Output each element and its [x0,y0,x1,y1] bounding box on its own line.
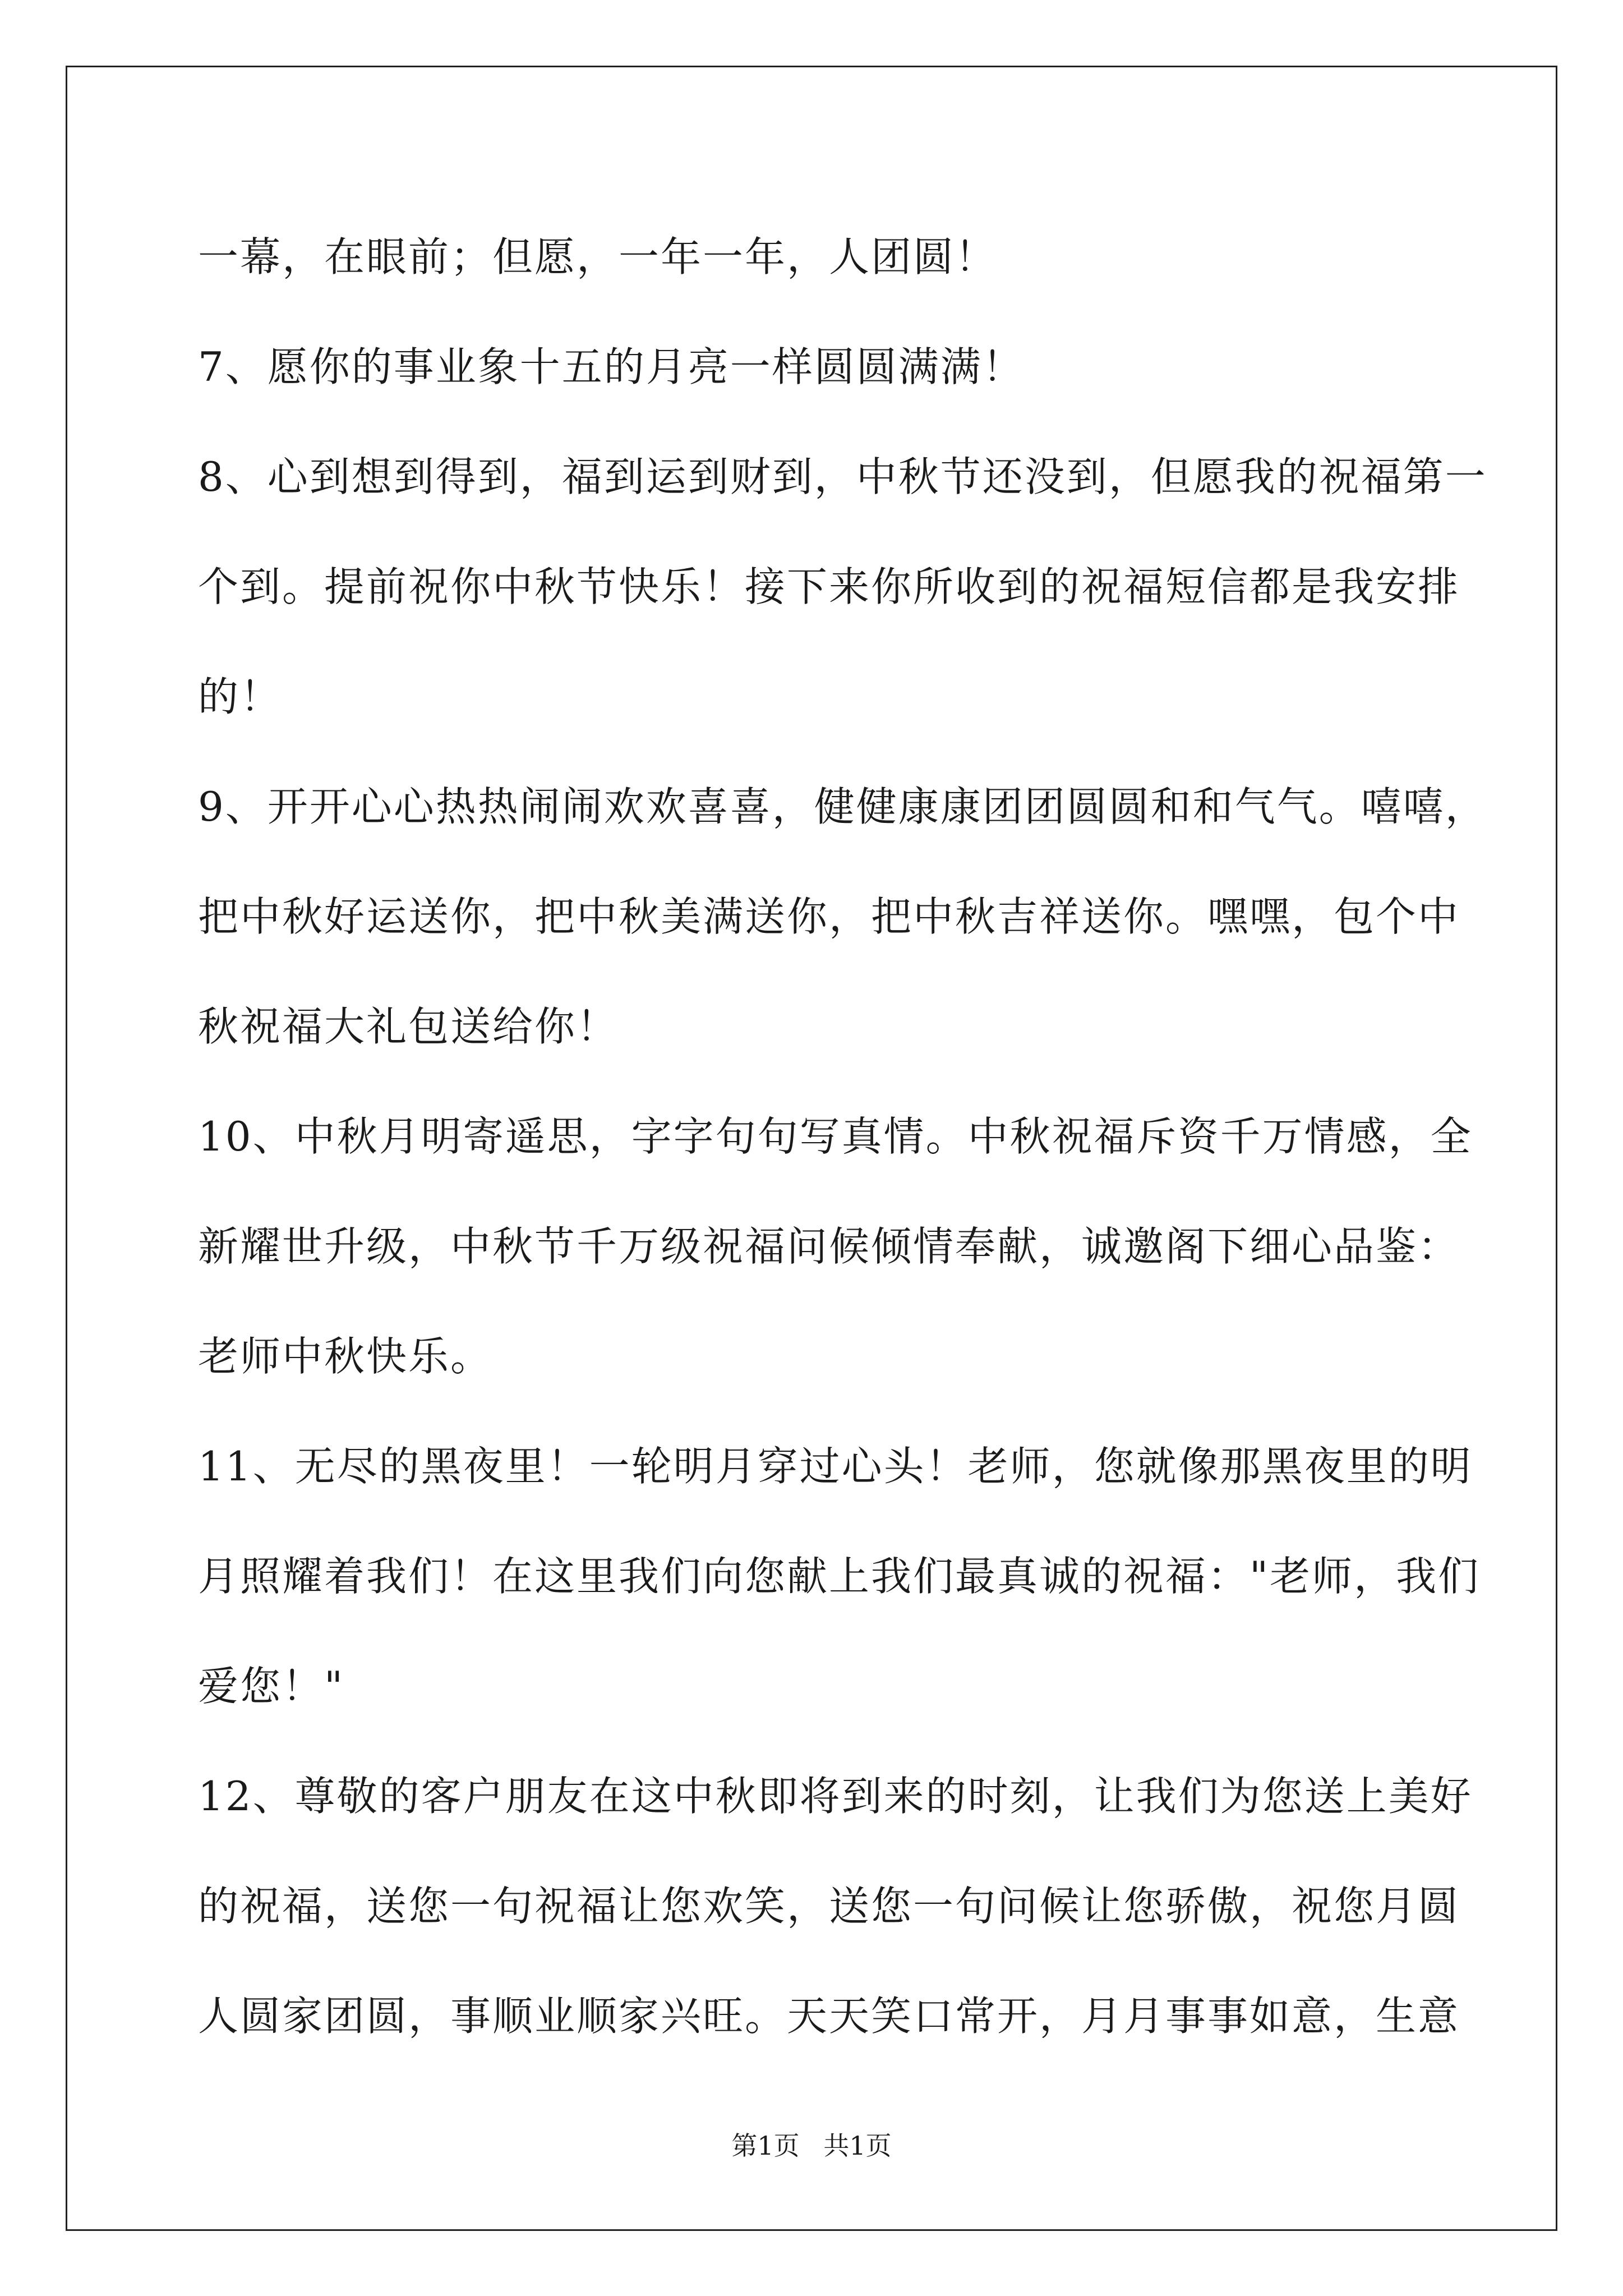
page-number-total: 共1页 [823,2131,892,2161]
text-line: 爱您！" [198,1663,345,1710]
text-line: 把中秋好运送你，把中秋美满送你，把中秋吉祥送你。嘿嘿，包个中 [198,893,1460,940]
page-number-current: 第1页 [731,2131,800,2161]
page-footer [0,2129,1623,2162]
document-body [198,202,1487,2071]
text-line: 的！ [198,673,283,720]
text-line: 新耀世升级，中秋节千万级祝福问候倾情奉献，诚邀阁下细心品鉴： [198,1223,1460,1270]
text-line: 12、尊敬的客户朋友在这中秋即将到来的时刻，让我们为您送上美好 [198,1773,1473,1820]
text-line: 个到。提前祝你中秋节快乐！接下来你所收到的祝福短信都是我安排 [198,563,1460,610]
text-line: 的祝福，送您一句祝福让您欢笑，送您一句问候让您骄傲，祝您月圆 [198,1883,1460,1930]
text-line: 7、愿你的事业象十五的月亮一样圆圆满满！ [198,343,1025,390]
text-line: 秋祝福大礼包送给你！ [198,1003,619,1050]
text-line: 人圆家团圆，事顺业顺家兴旺。天天笑口常开，月月事事如意，生意 [198,1993,1460,2040]
text-line: 9、开开心心热热闹闹欢欢喜喜，健健康康团团圆圆和和气气。嘻嘻， [198,783,1487,830]
text-line: 11、无尽的黑夜里！一轮明月穿过心头！老师，您就像那黑夜里的明 [198,1443,1473,1490]
text-line: 8、心到想到得到，福到运到财到，中秋节还没到，但愿我的祝福第一 [198,453,1487,500]
text-line: 老师中秋快乐。 [198,1333,493,1380]
text-line: 一幕，在眼前；但愿，一年一年，人团圆！ [198,233,998,280]
text-line: 月照耀着我们！在这里我们向您献上我们最真诚的祝福："老师，我们 [198,1553,1481,1600]
text-line: 10、中秋月明寄遥思，字字句句写真情。中秋祝福斥资千万情感，全 [198,1113,1473,1160]
